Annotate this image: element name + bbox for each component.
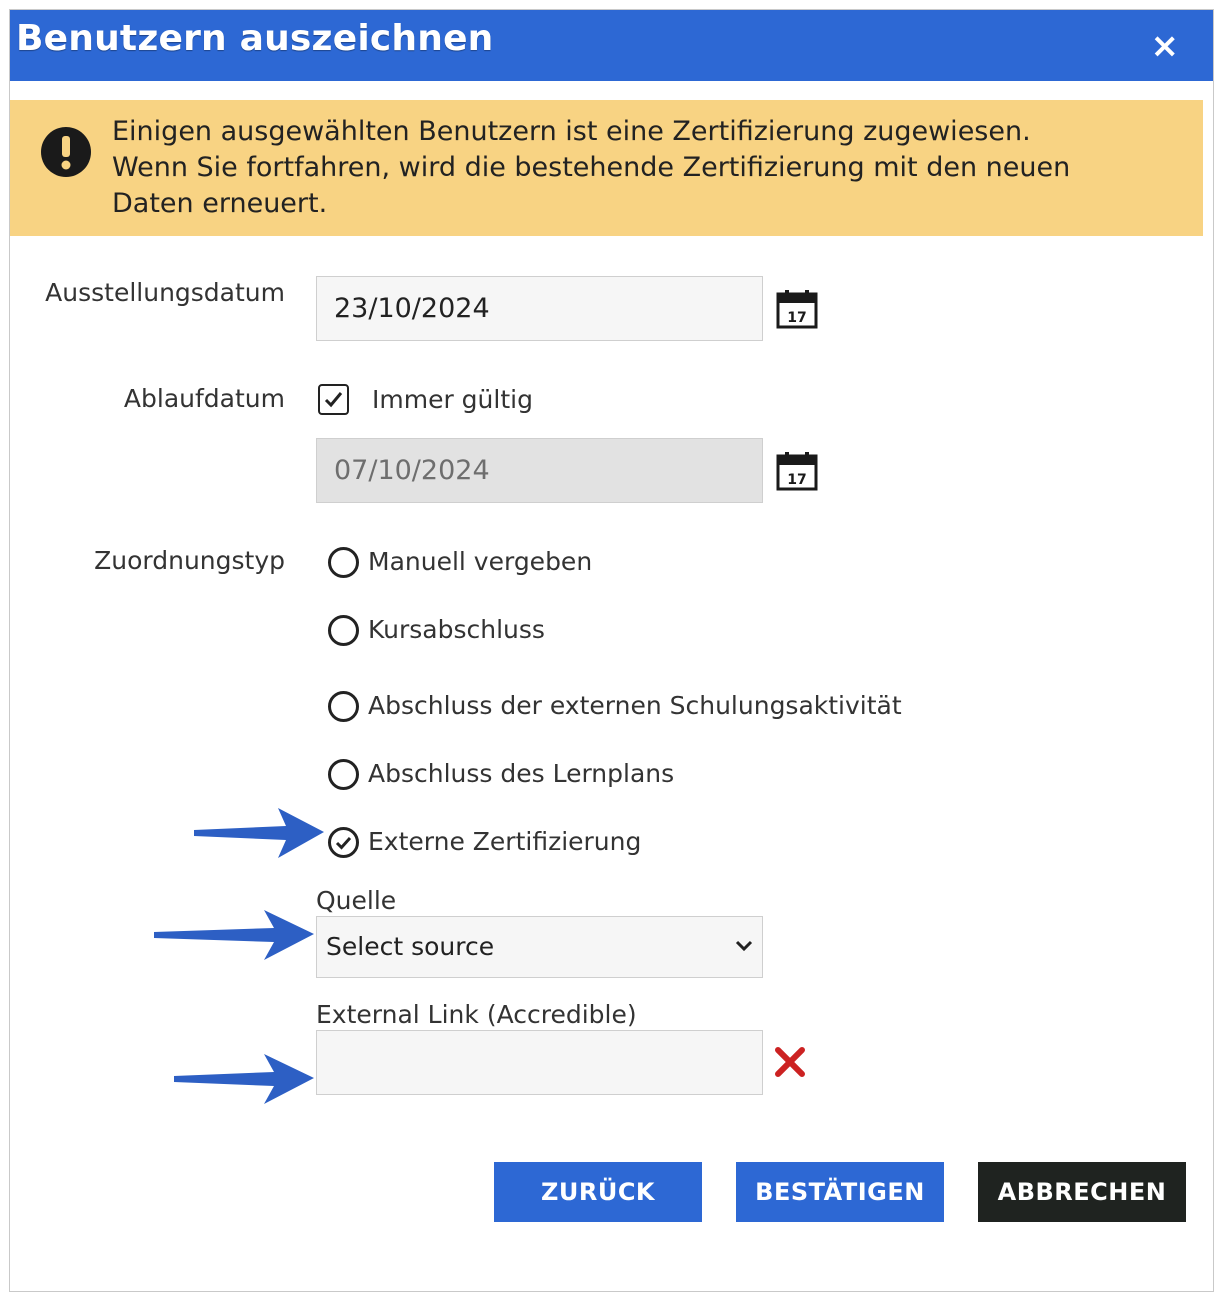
confirm-button[interactable]: BESTÄTIGEN [736, 1162, 944, 1222]
dialog-header [10, 10, 1213, 81]
external-link-label: External Link (Accredible) [316, 1000, 637, 1029]
source-select[interactable] [316, 916, 763, 978]
expiry-date-label: Ablaufdatum [123, 384, 285, 413]
radio-label: Manuell vergeben [368, 547, 593, 576]
clear-icon[interactable] [774, 1046, 806, 1078]
radio-label: Abschluss des Lernplans [368, 759, 675, 788]
annotation-arrow-icon [190, 800, 330, 864]
source-label: Quelle [316, 886, 397, 915]
cancel-button[interactable]: ABBRECHEN [978, 1162, 1186, 1222]
radio-label: Kursabschluss [368, 615, 545, 644]
close-button[interactable]: × [1150, 26, 1179, 66]
calendar-day: 17 [787, 310, 807, 326]
warning-line: Einigen ausgewählten Benutzern ist eine Zertifizierung zugewiesen. [112, 116, 1031, 147]
warning-line: Daten erneuert. [112, 188, 328, 219]
back-button[interactable]: ZURÜCK [494, 1162, 702, 1222]
radio-check-icon [331, 830, 356, 855]
always-valid-checkbox[interactable] [318, 384, 349, 415]
checkmark-icon [320, 386, 347, 413]
radio-label: Externe Zertifizierung [368, 827, 642, 856]
radio-circle[interactable] [328, 547, 359, 578]
warning-banner [10, 100, 1203, 236]
radio-circle[interactable] [328, 691, 359, 722]
expiry-date-input: 07/10/2024 [316, 438, 763, 503]
calendar-icon[interactable] [776, 451, 818, 491]
source-select-value: Select source [326, 932, 495, 961]
radio-circle[interactable] [328, 615, 359, 646]
exclamation-icon [40, 126, 92, 178]
radio-circle[interactable] [328, 759, 359, 790]
assignment-type-label: Zuordnungstyp [94, 546, 285, 575]
issue-date-input[interactable]: 23/10/2024 [316, 276, 763, 341]
external-link-input[interactable] [316, 1030, 763, 1095]
always-valid-label: Immer gültig [372, 385, 533, 414]
radio-label: Abschluss der externen Schulungsaktivität [368, 691, 902, 720]
radio-circle-selected[interactable] [328, 827, 359, 858]
warning-line: Wenn Sie fortfahren, wird die bestehende Zertifizierung mit den neuen [112, 152, 1071, 183]
annotation-arrow-icon [150, 902, 320, 966]
issue-date-label: Ausstellungsdatum [45, 278, 285, 307]
chevron-down-icon [734, 939, 754, 953]
warning-message [112, 114, 1192, 222]
dialog-title: Benutzern auszeichnen [16, 18, 494, 59]
calendar-day: 17 [787, 472, 807, 488]
calendar-icon[interactable] [776, 289, 818, 329]
annotation-arrow-icon [170, 1046, 320, 1110]
